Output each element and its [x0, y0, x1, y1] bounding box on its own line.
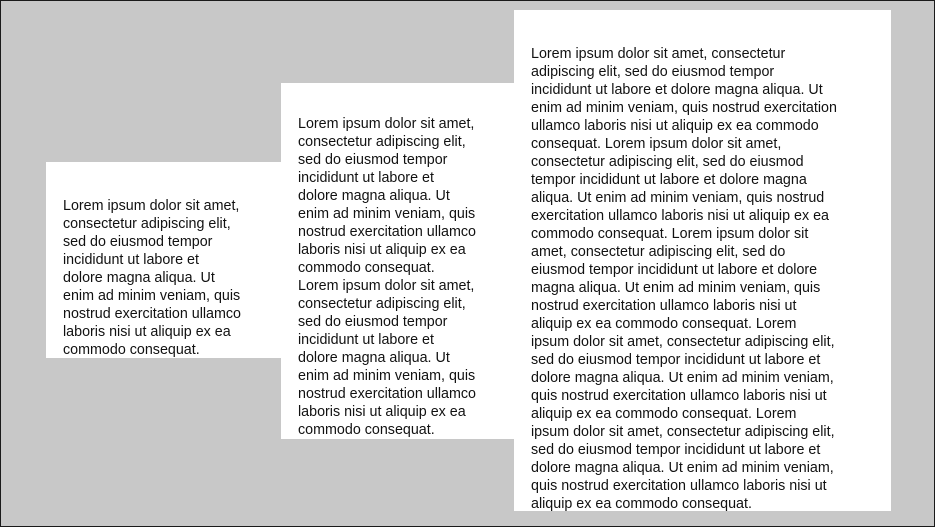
card-text: Lorem ipsum dolor sit amet, consectetur adipiscing elit, sed do eiusmod tempor incididunt ut labore et dolore magna aliqua. Ut enim ad minim veniam, quis nostrud exercitation ullamco laboris nisi ut aliquip ex ea commodo consequat. — [63, 198, 242, 358]
text-card-medium — [281, 83, 514, 439]
text-card-small — [46, 162, 281, 358]
text-card-large — [514, 10, 891, 511]
card-text: Lorem ipsum dolor sit amet, consectetur adipiscing elit, sed do eiusmod tempor incididunt ut labore et dolore magna aliqua. Ut enim ad minim veniam, quis nostrud exercitation ullamco laboris nisi ut aliquip ex ea commodo consequat. Lorem ipsum dolor sit amet, consectetur adipiscing elit, sed do eiusmod tempor incididunt ut labore et dolore magna aliqua. Ut enim ad minim veniam, quis nostrud exercitation ullamco laboris nisi ut aliquip ex ea commodo consequat. Lorem ipsum dolor sit amet, consectetur adipiscing elit, sed do eiusmod tempor incididunt ut labore et dolore magna aliqua. Ut enim ad minim veniam, quis nostrud exercitation ullamco laboris nisi ut aliquip ex ea commodo consequat. Lorem ipsum dolor sit amet, consectetur adipiscing elit, sed do eiusmod tempor incididunt ut labore et dolore magna aliqua. Ut enim ad minim veniam, quis nostrud exercitation ullamco laboris nisi ut aliquip ex ea commodo consequat. Lorem ipsum dolor sit amet, consectetur adipiscing elit, sed do eiusmod tempor incididunt ut labore et dolore magna aliqua. Ut enim ad minim veniam, quis nostrud exercitation ullamco laboris nisi ut aliquip ex ea commodo consequat. — [531, 46, 837, 512]
card-text: Lorem ipsum dolor sit amet, consectetur adipiscing elit, sed do eiusmod tempor incididunt ut labore et dolore magna aliqua. Ut enim ad minim veniam, quis nostrud exercitation ullamco laboris nisi ut aliquip ex ea commodo consequat. Lorem ipsum dolor sit amet, consectetur adipiscing elit, sed do eiusmod tempor incididunt ut labore et dolore magna aliqua. Ut enim ad minim veniam, quis nostrud exercitation ullamco laboris nisi ut aliquip ex ea commodo consequat. — [298, 116, 477, 438]
